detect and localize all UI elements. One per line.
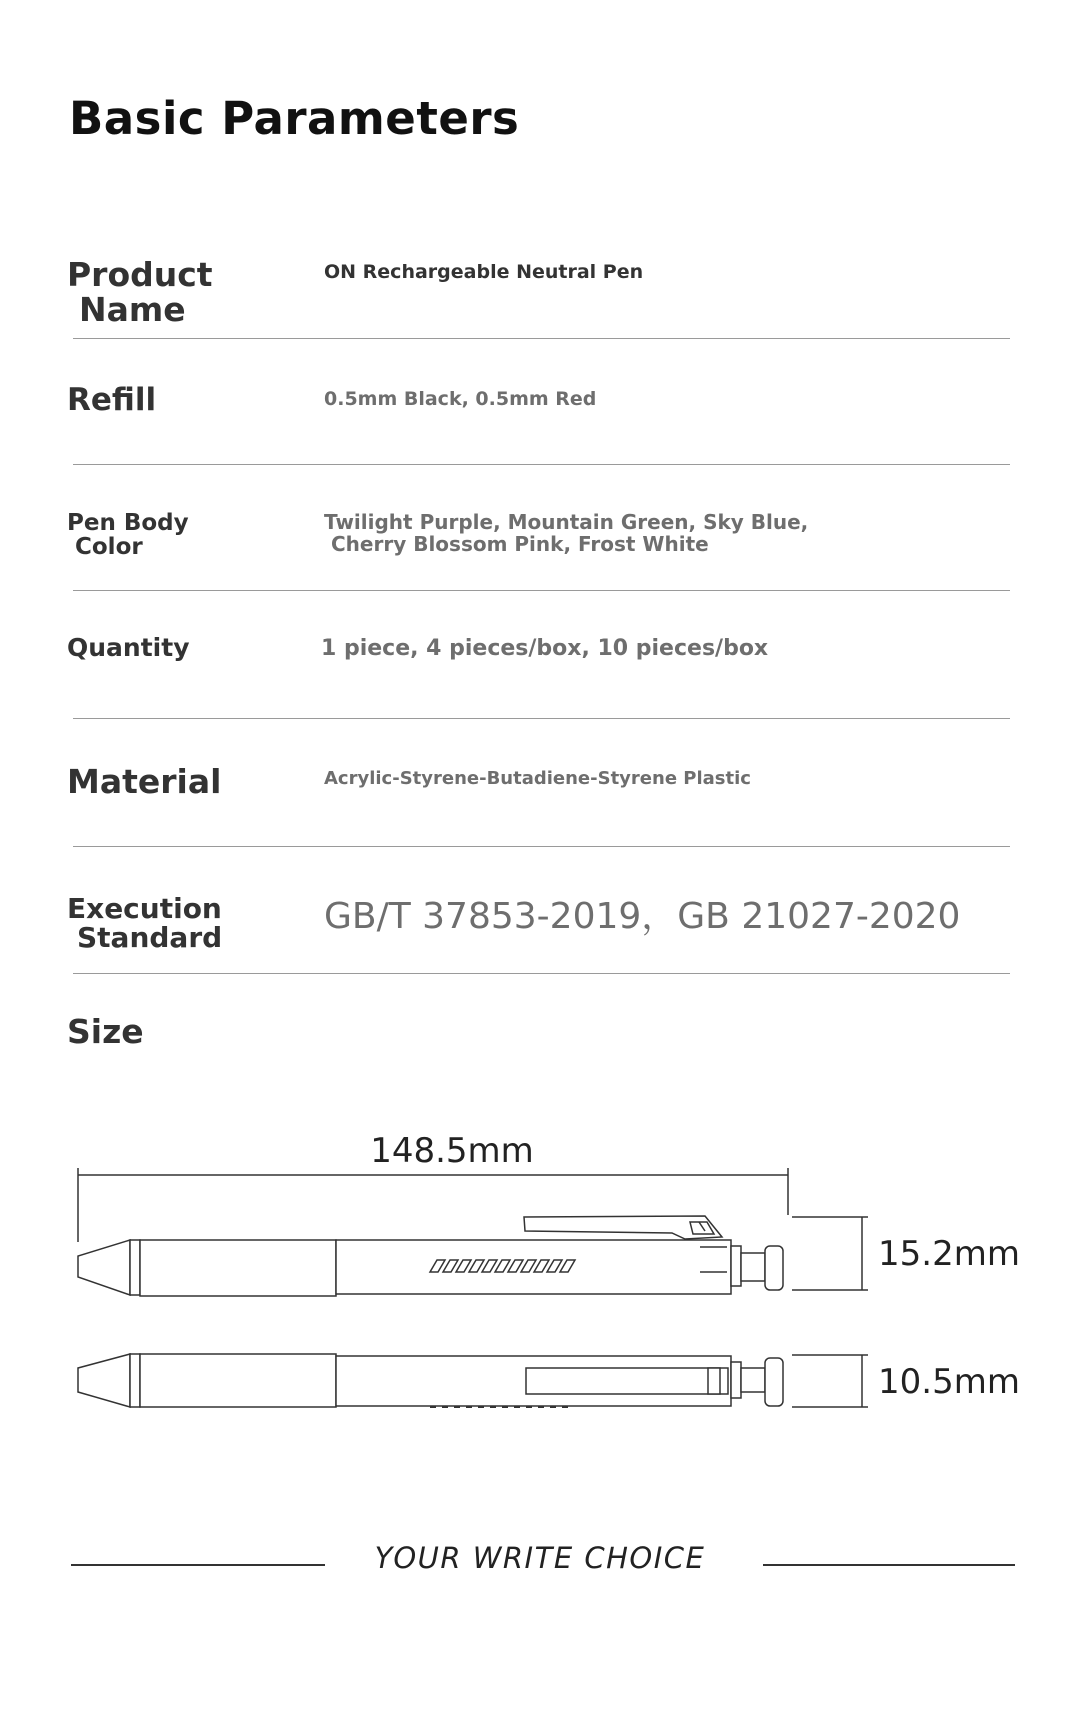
param-value: 0.5mm Black, 0.5mm Red <box>324 388 597 410</box>
size-label: Size <box>67 1012 144 1051</box>
param-label-line: Color <box>75 534 143 561</box>
length-label: 148.5mm <box>370 1131 534 1171</box>
param-value-line: Cherry Blossom Pink, Frost White <box>331 532 709 556</box>
param-label <box>67 635 190 661</box>
divider <box>73 464 1010 465</box>
pen-top-view <box>78 1354 783 1407</box>
param-label-line: Material <box>67 762 222 801</box>
param-value: GB/T 37853-2019，GB 21027-2020 <box>324 896 961 937</box>
param-label <box>67 255 213 329</box>
divider <box>73 973 1010 974</box>
param-label-line: Standard <box>77 921 223 955</box>
param-value <box>324 511 808 555</box>
footer-divider-right <box>763 1564 1015 1566</box>
param-label-line: Pen Body <box>67 510 189 536</box>
pen-side-view <box>78 1216 783 1296</box>
param-value: 1 piece, 4 pieces/box, 10 pieces/box <box>321 636 769 661</box>
param-value: ON Rechargeable Neutral Pen <box>324 261 644 283</box>
footer-divider-left <box>71 1564 325 1566</box>
divider <box>73 846 1010 847</box>
divider <box>73 590 1010 591</box>
divider <box>73 718 1010 719</box>
clip-width-dimension <box>792 1217 1020 1290</box>
footer-slogan: YOUR WRITE CHOICE <box>374 1541 706 1575</box>
param-label <box>67 511 189 559</box>
param-value: Acrylic-Styrene-Butadiene-Styrene Plastic <box>324 768 751 789</box>
clip-width-label: 15.2mm <box>878 1234 1020 1274</box>
param-value-line: Twilight Purple, Mountain Green, Sky Blue, <box>324 510 809 534</box>
param-label-line: Quantity <box>67 633 190 662</box>
param-label <box>67 384 156 417</box>
param-label <box>67 762 222 801</box>
param-label-line: Product <box>67 255 213 294</box>
param-label-line: Name <box>79 289 186 329</box>
body-width-dimension <box>792 1355 1020 1407</box>
param-label <box>67 894 222 953</box>
param-label-line: Refill <box>67 382 157 418</box>
param-label-line: Execution <box>67 892 222 925</box>
page-title: Basic Parameters <box>69 92 520 145</box>
body-width-label: 10.5mm <box>878 1362 1020 1402</box>
divider <box>73 338 1010 339</box>
pen-size-diagram <box>0 1100 1080 1430</box>
